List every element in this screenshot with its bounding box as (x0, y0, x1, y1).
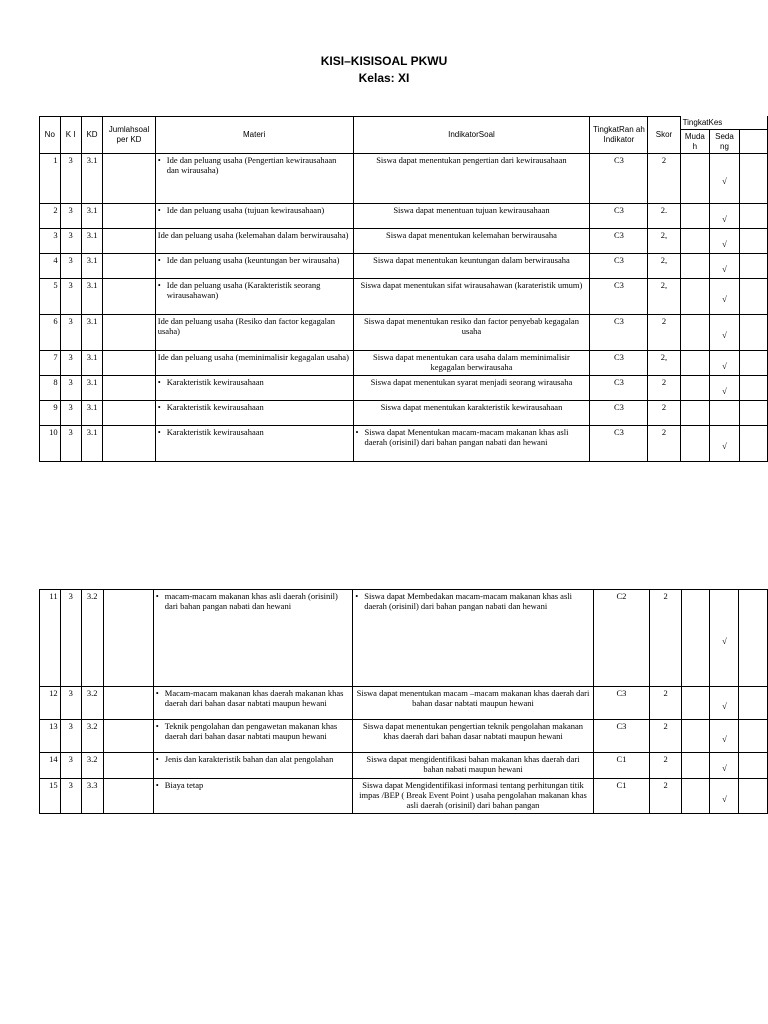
row-kd: 3.1 (81, 254, 103, 279)
row-ki: 3 (60, 376, 81, 401)
table-row (40, 779, 768, 814)
row-kd: 3.1 (81, 204, 103, 229)
row-skor: 2 (650, 687, 682, 720)
row-no: 12 (40, 687, 61, 720)
row-no: 8 (40, 376, 61, 401)
row-mudah (680, 204, 710, 229)
bullet-marker: • (355, 591, 359, 601)
row-jumlah-soal (103, 204, 155, 229)
table-row (40, 426, 768, 462)
row-indikator-text: Siswa dapat Membedakan macam-macam makanan khas asli daerah (orisinil) dari bahan pangan nabati dan hewani (364, 591, 572, 611)
row-skor: 2 (650, 590, 682, 687)
row-jumlah-soal (103, 254, 155, 279)
bullet-marker: • (157, 255, 161, 265)
table-row (40, 315, 768, 351)
row-materi: Ide dan peluang usaha (kelemahan dalam berwirausaha) (155, 229, 353, 254)
row-tingkat-ranah: C1 (593, 779, 650, 814)
row-jumlah-soal (103, 154, 155, 204)
row-indikator: Siswa dapat menentukan kelemahan berwirausaha (353, 229, 590, 254)
row-materi-text: Ide dan peluang usaha (Karakteristik seorang wirausahawan) (166, 280, 321, 300)
table-row (40, 401, 768, 426)
header-sedang: Seda ng (710, 130, 740, 154)
row-tingkat-ranah: C3 (590, 229, 648, 254)
row-mudah (680, 154, 710, 204)
bullet-marker: • (155, 591, 159, 601)
row-ki: 3 (60, 753, 81, 779)
row-skor: 2 (648, 401, 680, 426)
row-materi-text: Karakteristik kewirausahaan (166, 427, 264, 437)
row-jumlah-soal (103, 590, 153, 687)
row-sedang-check: √ (710, 279, 740, 315)
row-jumlah-soal (103, 720, 153, 753)
row-kd: 3.2 (81, 720, 103, 753)
row-indikator: Siswa dapat menentukan sifat wirausahawan (karateristik umum) (353, 279, 590, 315)
row-sedang-check: √ (710, 426, 740, 462)
row-sedang-check: √ (710, 204, 740, 229)
row-no: 4 (40, 254, 61, 279)
header-skor: Skor (648, 117, 680, 154)
row-mudah (680, 254, 710, 279)
row-ki: 3 (60, 154, 81, 204)
row-ki: 3 (60, 229, 81, 254)
row-materi (155, 426, 353, 462)
row-indikator: Siswa dapat menentukan resiko dan factor penyebab kegagalan usaha (353, 315, 590, 351)
table-row (40, 687, 768, 720)
row-skor: 2 (648, 376, 680, 401)
row-no: 9 (40, 401, 61, 426)
row-kd: 3.1 (81, 279, 103, 315)
row-sedang-check: √ (710, 315, 740, 351)
row-indikator: Siswa dapat menentukan pengertian teknik pengolahan makanan khas daerah dari bahan dasar nabtati maupun hewani (353, 720, 593, 753)
bullet-marker: • (157, 427, 161, 437)
row-sedang-check: √ (710, 720, 739, 753)
row-ki: 3 (60, 426, 81, 462)
header-materi: Materi (155, 117, 353, 154)
row-mudah (680, 351, 710, 376)
header-mudah: Muda h (680, 130, 710, 154)
row-materi (153, 590, 352, 687)
row-skor: 2, (648, 351, 680, 376)
row-jumlah-soal (103, 315, 155, 351)
row-jumlah-soal (103, 229, 155, 254)
row-materi (153, 687, 352, 720)
table-row (40, 279, 768, 315)
bullet-marker: • (157, 402, 161, 412)
row-skor: 2 (650, 753, 682, 779)
row-sedang-check: √ (710, 376, 740, 401)
header-tingkat-kesukaran: TingkatKes (680, 117, 767, 130)
table-row (40, 753, 768, 779)
row-mudah (680, 279, 710, 315)
row-jumlah-soal (103, 426, 155, 462)
row-kd: 3.1 (81, 315, 103, 351)
row-mudah (681, 590, 710, 687)
row-indikator: Siswa dapat menentukan syarat menjadi seorang wirausaha (353, 376, 590, 401)
row-ki: 3 (60, 720, 81, 753)
row-mudah (681, 753, 710, 779)
row-ki: 3 (60, 279, 81, 315)
row-materi (155, 376, 353, 401)
row-kd: 3.2 (81, 687, 103, 720)
row-indikator: Siswa dapat menentukan karakteristik kewirausahaan (353, 401, 590, 426)
row-mudah (680, 401, 710, 426)
row-materi-text: Ide dan peluang usaha (keuntungan ber wirausaha) (166, 255, 340, 265)
row-ki: 3 (60, 779, 81, 814)
table-row (40, 351, 768, 376)
row-tingkat-ranah: C3 (590, 279, 648, 315)
row-materi-text: Teknik pengolahan dan pengawetan makanan khas daerah dari bahan dasar nabtati maupun hewani (164, 721, 338, 741)
row-tingkat-ranah: C1 (593, 753, 650, 779)
row-sedang-check: √ (710, 590, 739, 687)
row-sulit (739, 279, 767, 315)
row-indikator-text: Siswa dapat Menentukan macam-macam makanan khas asli daerah (orisinil) dari bahan pangan nabati dan hewani (364, 427, 569, 447)
row-jumlah-soal (103, 779, 153, 814)
row-kd: 3.1 (81, 229, 103, 254)
row-skor: 2 (650, 779, 682, 814)
row-materi (155, 279, 353, 315)
row-materi-text: Biaya tetap (164, 780, 204, 790)
row-sedang-check: √ (710, 351, 740, 376)
row-sulit (739, 229, 767, 254)
row-sulit (739, 254, 767, 279)
row-no: 7 (40, 351, 61, 376)
row-ki: 3 (60, 351, 81, 376)
row-no: 1 (40, 154, 61, 204)
bullet-marker: • (157, 205, 161, 215)
row-materi: Ide dan peluang usaha (meminimalisir kegagalan usaha) (155, 351, 353, 376)
header-kd: KD (81, 117, 103, 154)
row-kd: 3.3 (81, 779, 103, 814)
row-jumlah-soal (103, 376, 155, 401)
header-tingkat-ranah: TingkatRan ah Indikator (590, 117, 648, 154)
row-indikator: Siswa dapat menentuan tujuan kewirausahaan (353, 204, 590, 229)
row-skor: 2 (648, 315, 680, 351)
row-ki: 3 (60, 590, 81, 687)
kisi-table-page-2 (39, 589, 768, 814)
bullet-marker: • (355, 427, 359, 437)
row-materi: Ide dan peluang usaha (Resiko dan factor kegagalan usaha) (155, 315, 353, 351)
row-skor: 2, (648, 254, 680, 279)
row-kd: 3.1 (81, 351, 103, 376)
row-no: 5 (40, 279, 61, 315)
row-materi-text: Ide dan peluang usaha (Pengertian kewirausahaan dan wirausaha) (166, 155, 337, 175)
row-kd: 3.1 (81, 426, 103, 462)
row-no: 6 (40, 315, 61, 351)
document-subtitle: Kelas: XI (358, 71, 410, 85)
header-jumlah-soal: Jumlahsoal per KD (103, 117, 155, 154)
row-tingkat-ranah: C3 (590, 426, 648, 462)
row-tingkat-ranah: C3 (590, 254, 648, 279)
row-jumlah-soal (103, 687, 153, 720)
row-materi-text: macam-macam makanan khas asli daerah (orisinil) dari bahan pangan nabati dan hewani (164, 591, 338, 611)
row-ki: 3 (60, 315, 81, 351)
row-kd: 3.2 (81, 753, 103, 779)
row-sulit (739, 401, 767, 426)
row-tingkat-ranah: C3 (590, 376, 648, 401)
row-materi-text: Jenis dan karakteristik bahan dan alat pengolahan (164, 754, 334, 764)
table-row (40, 154, 768, 204)
table-row (40, 229, 768, 254)
bullet-marker: • (155, 721, 159, 731)
row-sulit (739, 376, 767, 401)
table-body-page-1 (40, 154, 768, 462)
row-materi-text: Macam-macam makanan khas daerah makanan khas daerah dari bahan dasar nabtati maupun hewani (164, 688, 344, 708)
row-materi (153, 753, 352, 779)
row-kd: 3.1 (81, 154, 103, 204)
row-no: 15 (40, 779, 61, 814)
row-materi (153, 779, 352, 814)
row-materi-text: Karakteristik kewirausahaan (166, 377, 264, 387)
bullet-marker: • (157, 377, 161, 387)
row-materi (153, 720, 352, 753)
row-sulit (739, 351, 767, 376)
row-ki: 3 (60, 204, 81, 229)
row-tingkat-ranah: C3 (590, 401, 648, 426)
kisi-table-page-1 (39, 116, 768, 462)
row-no: 3 (40, 229, 61, 254)
row-mudah (680, 426, 710, 462)
row-indikator: Siswa dapat menentukan keuntungan dalam berwirausaha (353, 254, 590, 279)
row-sedang-check (710, 401, 740, 426)
row-kd: 3.1 (81, 401, 103, 426)
row-no: 11 (40, 590, 61, 687)
bullet-marker: • (155, 688, 159, 698)
bullet-marker: • (155, 780, 159, 790)
row-sulit (739, 204, 767, 229)
row-materi (155, 254, 353, 279)
row-sedang-check: √ (710, 229, 740, 254)
row-materi-text: Ide dan peluang usaha (tujuan kewirausahaan) (166, 205, 325, 215)
row-skor: 2, (648, 229, 680, 254)
row-sulit (739, 687, 768, 720)
table-row (40, 376, 768, 401)
row-tingkat-ranah: C3 (590, 351, 648, 376)
row-materi (155, 204, 353, 229)
row-tingkat-ranah: C3 (590, 154, 648, 204)
table-row (40, 254, 768, 279)
row-jumlah-soal (103, 279, 155, 315)
row-sulit (739, 154, 767, 204)
row-sulit (739, 315, 767, 351)
row-skor: 2 (648, 426, 680, 462)
row-tingkat-ranah: C3 (593, 720, 650, 753)
row-sulit (739, 753, 768, 779)
row-materi-text: Karakteristik kewirausahaan (166, 402, 264, 412)
row-sedang-check: √ (710, 254, 740, 279)
row-tingkat-ranah: C3 (593, 687, 650, 720)
document-title: KISI–KISISOAL PKWU (320, 54, 448, 68)
row-skor: 2 (648, 154, 680, 204)
row-mudah (680, 229, 710, 254)
row-tingkat-ranah: C3 (590, 315, 648, 351)
row-skor: 2. (648, 204, 680, 229)
row-kd: 3.2 (81, 590, 103, 687)
row-sulit (739, 779, 768, 814)
row-indikator: Siswa dapat Mengidentifikasi informasi tentang perhitungan titik impas /BEP ( Break Event Point ) usaha pengolahan makanan khas asli daerah (orisinil) dari bahan pangan (353, 779, 593, 814)
header-ki: K I (60, 117, 81, 154)
bullet-marker: • (157, 280, 161, 290)
bullet-marker: • (155, 754, 159, 764)
header-indikator: IndikatorSoal (353, 117, 590, 154)
row-kd: 3.1 (81, 376, 103, 401)
row-sedang-check: √ (710, 753, 739, 779)
header-no: No (40, 117, 61, 154)
table-body-page-2 (40, 590, 768, 814)
row-mudah (681, 687, 710, 720)
row-jumlah-soal (103, 351, 155, 376)
row-sulit (739, 720, 768, 753)
row-indikator (353, 590, 593, 687)
table-row (40, 204, 768, 229)
bullet-marker: • (157, 155, 161, 165)
row-ki: 3 (60, 254, 81, 279)
header-sulit (739, 130, 767, 154)
row-jumlah-soal (103, 753, 153, 779)
row-ki: 3 (60, 401, 81, 426)
row-tingkat-ranah: C2 (593, 590, 650, 687)
row-skor: 2, (648, 279, 680, 315)
row-skor: 2 (650, 720, 682, 753)
row-indikator: Siswa dapat mengidentifikasi bahan makanan khas daerah dari bahan nabati maupun hewani (353, 753, 593, 779)
row-mudah (681, 779, 710, 814)
row-sedang-check: √ (710, 779, 739, 814)
row-tingkat-ranah: C3 (590, 204, 648, 229)
row-no: 10 (40, 426, 61, 462)
row-materi (155, 401, 353, 426)
row-sedang-check: √ (710, 154, 740, 204)
row-indikator: Siswa dapat menentukan macam –macam makanan khas daerah dari bahan dasar nabtati maupun hewani (353, 687, 593, 720)
row-mudah (680, 376, 710, 401)
row-sulit (739, 426, 767, 462)
row-ki: 3 (60, 687, 81, 720)
table-row (40, 720, 768, 753)
row-no: 2 (40, 204, 61, 229)
row-materi (155, 154, 353, 204)
row-mudah (680, 315, 710, 351)
table-row (40, 590, 768, 687)
row-no: 13 (40, 720, 61, 753)
row-jumlah-soal (103, 401, 155, 426)
row-indikator: Siswa dapat menentukan pengertian dari kewirausahaan (353, 154, 590, 204)
row-indikator (353, 426, 590, 462)
row-no: 14 (40, 753, 61, 779)
row-sulit (739, 590, 768, 687)
row-indikator: Siswa dapat menentukan cara usaha dalam meminimalisir kegagalan berwirausaha (353, 351, 590, 376)
row-mudah (681, 720, 710, 753)
row-sedang-check: √ (710, 687, 739, 720)
